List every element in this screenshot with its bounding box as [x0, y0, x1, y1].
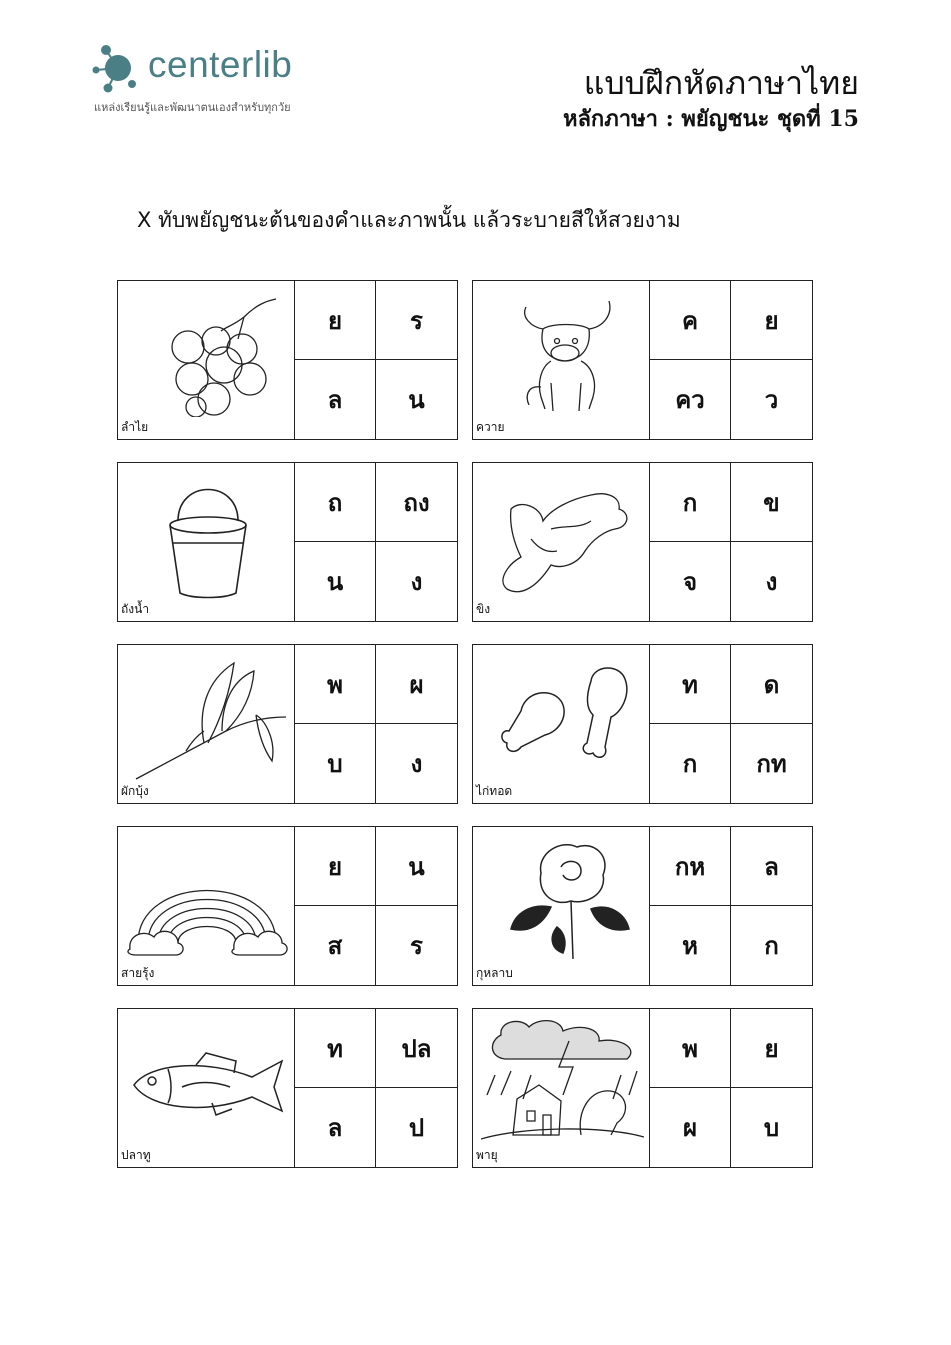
- choice-cell[interactable]: ท: [650, 645, 731, 724]
- choice-grid: [295, 463, 457, 621]
- choice-grid: [650, 827, 812, 985]
- choice-cell[interactable]: คว: [650, 360, 731, 439]
- logo-name: centerlib: [148, 44, 293, 85]
- exercise-card: [117, 826, 458, 986]
- choice-cell[interactable]: ก: [650, 463, 731, 542]
- choice-cell[interactable]: ก: [650, 724, 731, 803]
- word-label: สายรุ้ง: [121, 966, 155, 980]
- choice-cell[interactable]: ส: [295, 906, 376, 985]
- storm-icon: [481, 1015, 644, 1145]
- word-label: ปลาทู: [121, 1148, 151, 1162]
- choice-cell[interactable]: ย: [295, 281, 376, 360]
- picture-box: [118, 645, 295, 803]
- logo-tagline: แหล่งเรียนรู้และพัฒนาตนเองสำหรับทุกวัย: [94, 101, 291, 114]
- choice-cell[interactable]: ล: [295, 1088, 376, 1167]
- picture-box: [473, 1009, 650, 1167]
- exercise-card: [472, 644, 813, 804]
- choice-grid: [650, 1009, 812, 1167]
- page-subtitle: หลักภาษา : พยัญชนะ ชุดที่ 15: [562, 106, 859, 132]
- choice-grid: [650, 281, 812, 439]
- page-title: แบบฝึกหัดภาษาไทย: [583, 64, 859, 102]
- picture-box: [118, 1009, 295, 1167]
- word-label: ผักบุ้ง: [121, 784, 149, 798]
- morning-glory-icon: [126, 651, 289, 781]
- choice-grid: [650, 463, 812, 621]
- choice-grid: [295, 827, 457, 985]
- logo-mark-icon: [92, 42, 148, 98]
- choice-cell[interactable]: ง: [765, 568, 778, 596]
- choice-cell[interactable]: ถง: [376, 463, 457, 542]
- choice-cell[interactable]: ล: [731, 827, 812, 906]
- rainbow-icon: [126, 833, 289, 963]
- buffalo-icon: [481, 287, 644, 417]
- choice-cell[interactable]: ค: [650, 281, 731, 360]
- choice-cell[interactable]: ผ: [376, 645, 457, 724]
- choice-cell[interactable]: น: [408, 386, 425, 414]
- picture-box: [473, 463, 650, 621]
- choice-cell[interactable]: ถ: [295, 463, 376, 542]
- choice-cell[interactable]: บ: [295, 724, 376, 803]
- choice-cell[interactable]: กท: [756, 750, 787, 778]
- picture-box: [473, 645, 650, 803]
- choice-cell[interactable]: ง: [410, 568, 423, 596]
- word-label: กุหลาบ: [476, 966, 513, 980]
- choice-cell[interactable]: ผ: [650, 1088, 731, 1167]
- choice-cell[interactable]: น: [295, 542, 376, 621]
- choice-grid: [295, 1009, 457, 1167]
- exercise-card: [117, 462, 458, 622]
- bucket-icon: [126, 469, 289, 599]
- choice-grid: [650, 645, 812, 803]
- choice-grid: [295, 281, 457, 439]
- word-label: ลำไย: [121, 420, 149, 434]
- exercise-card: [117, 280, 458, 440]
- choice-cell[interactable]: จ: [650, 542, 731, 621]
- choice-cell[interactable]: ร: [376, 281, 457, 360]
- exercise-card: [472, 462, 813, 622]
- choice-cell[interactable]: ล: [295, 360, 376, 439]
- exercise-card: [117, 644, 458, 804]
- logo: [92, 40, 352, 120]
- picture-box: [118, 281, 295, 439]
- word-label: พายุ: [476, 1148, 498, 1162]
- word-label: ถังน้ำ: [121, 602, 150, 616]
- exercise-card: [472, 1008, 813, 1168]
- choice-cell[interactable]: ว: [764, 386, 779, 414]
- choice-cell[interactable]: พ: [650, 1009, 731, 1088]
- word-label: ขิง: [476, 602, 491, 616]
- choice-cell[interactable]: ร: [410, 932, 423, 960]
- picture-box: [473, 281, 650, 439]
- exercise-card: [117, 1008, 458, 1168]
- choice-cell[interactable]: ห: [650, 906, 731, 985]
- choice-cell[interactable]: ท: [295, 1009, 376, 1088]
- choice-cell[interactable]: ปล: [376, 1009, 457, 1088]
- picture-box: [473, 827, 650, 985]
- choice-cell[interactable]: ง: [410, 750, 423, 778]
- choice-cell[interactable]: ป: [408, 1114, 425, 1142]
- choice-grid: [295, 645, 457, 803]
- exercise-card: [472, 280, 813, 440]
- choice-cell[interactable]: กห: [650, 827, 731, 906]
- choice-cell[interactable]: ข: [731, 463, 812, 542]
- choice-cell[interactable]: น: [376, 827, 457, 906]
- picture-box: [118, 463, 295, 621]
- instruction: X ทับพยัญชนะต้นของคำและภาพนั้น แล้วระบายสีให้สวยงาม: [137, 208, 681, 232]
- choice-cell[interactable]: ย: [731, 281, 812, 360]
- longan-icon: [126, 287, 289, 417]
- word-label: ควาย: [476, 420, 505, 434]
- choice-cell[interactable]: ย: [295, 827, 376, 906]
- ginger-icon: [481, 469, 644, 599]
- choice-cell[interactable]: ด: [731, 645, 812, 724]
- fish-icon: [126, 1015, 289, 1145]
- fried-chicken-icon: [481, 651, 644, 781]
- exercise-card: [472, 826, 813, 986]
- choice-cell[interactable]: บ: [763, 1114, 780, 1142]
- choice-cell[interactable]: พ: [295, 645, 376, 724]
- choice-cell[interactable]: ย: [731, 1009, 812, 1088]
- choice-cell[interactable]: ก: [764, 932, 779, 960]
- rose-icon: [481, 833, 644, 963]
- picture-box: [118, 827, 295, 985]
- word-label: ไก่ทอด: [476, 784, 513, 798]
